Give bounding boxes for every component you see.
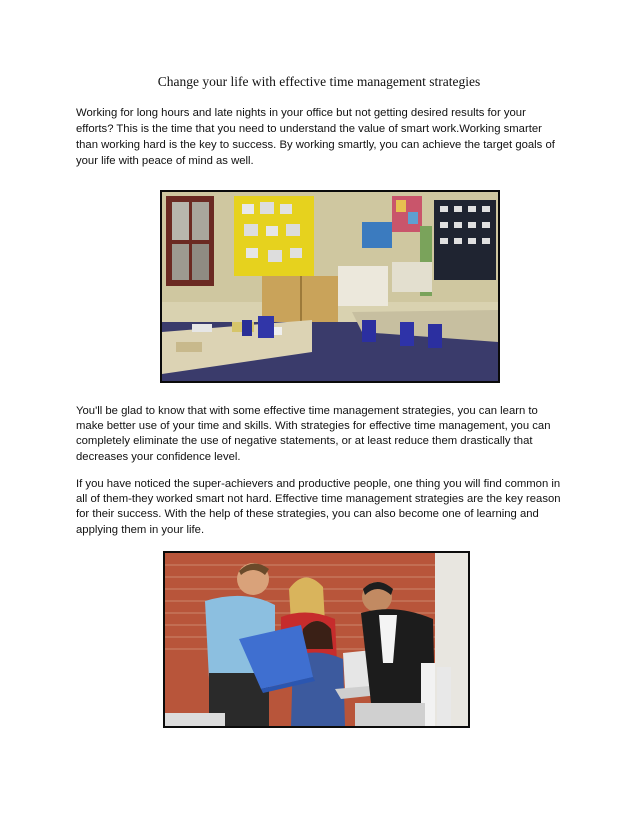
paragraph-1: Working for long hours and late nights in your office but not getting desired results for your efforts? This is the time that you need to understand the value of smart work.Working smarter than working hard is the key to success. By working smartly, you can achieve the target goals of your life with peace of mind as well. (76, 107, 555, 167)
classroom-photo (160, 190, 500, 383)
paragraph-2: You'll be glad to know that with some effective time management strategies, you can learn to make better use of your time and skills. With strategies for effective time management, you can completely eliminate the use of negative statements, or at least reduce them drastically that decreases your confidence level. (76, 405, 551, 463)
team-meeting-photo (163, 551, 470, 728)
document-title: Change your life with effective time management strategies (157, 74, 481, 89)
paragraph-3: If you have noticed the super-achievers and productive people, one thing you will find common in all of them-they worked smart not hard. Effective time management strategies are the key reason for their success. With the help of these strategies, you can also become one of learning and applying them in your life. (76, 478, 561, 536)
